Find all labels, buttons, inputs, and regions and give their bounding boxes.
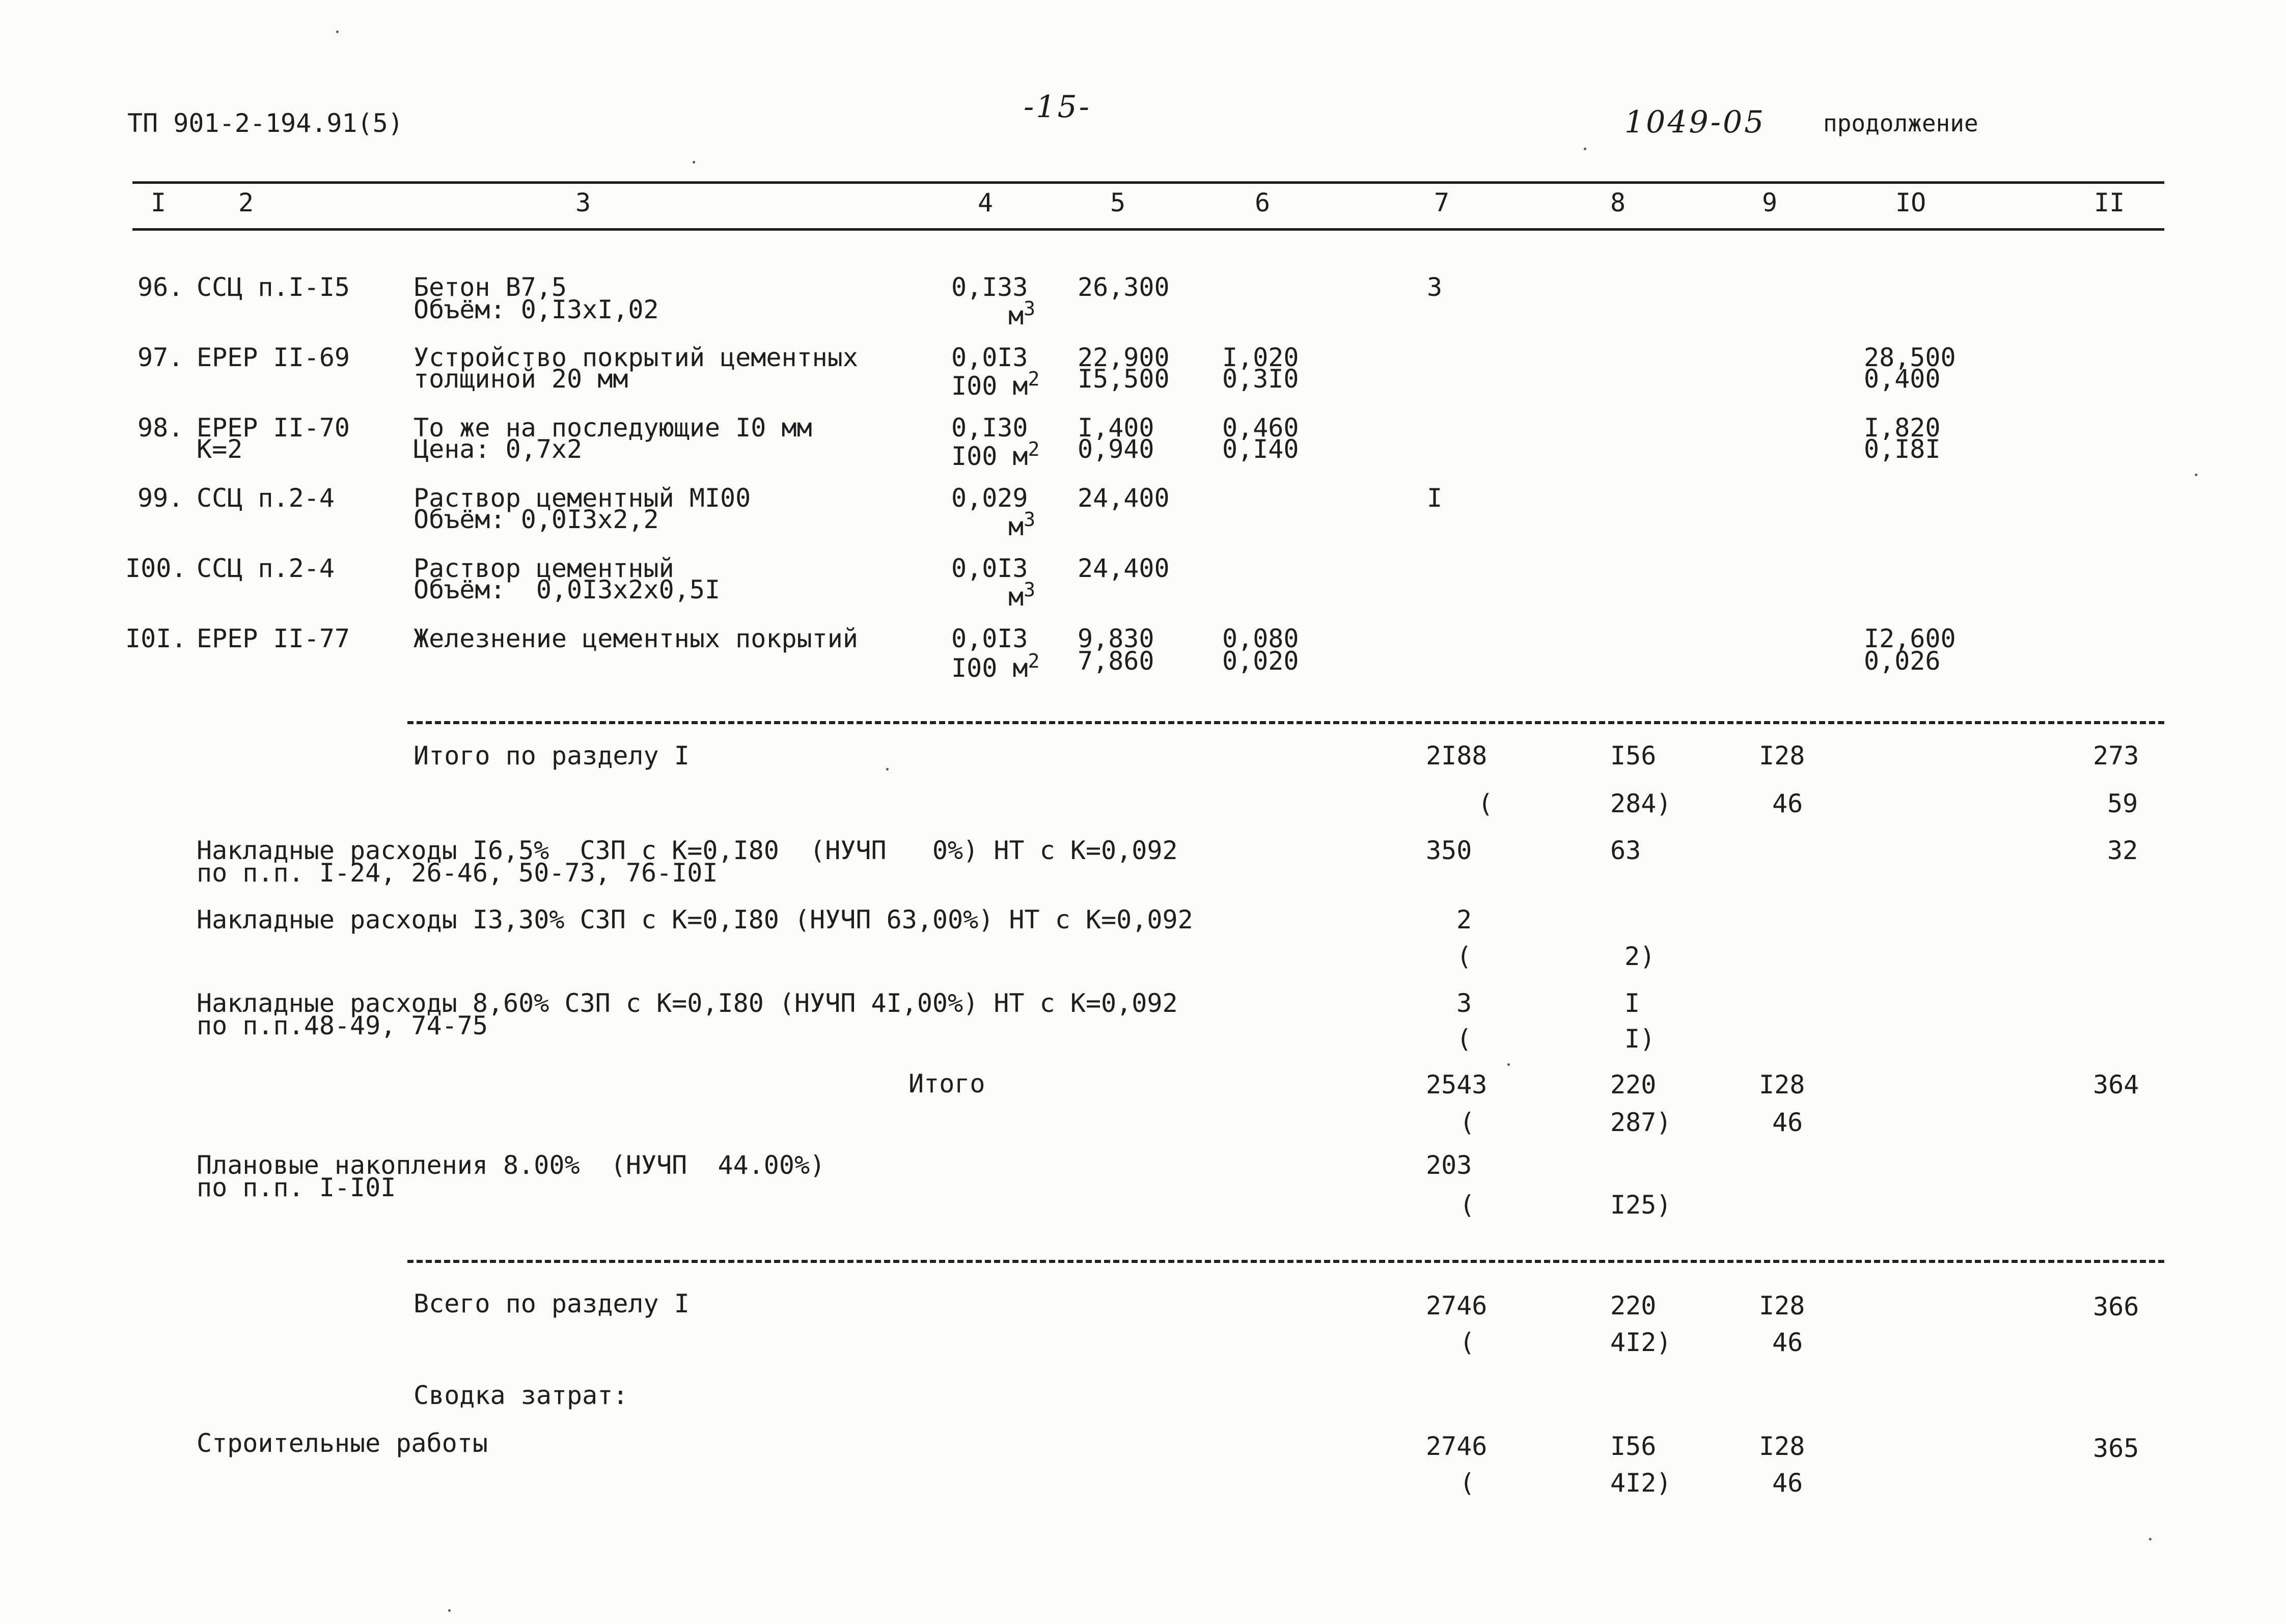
row-name-line2: Объём: 0,0I3x2,2: [414, 505, 659, 534]
overhead-3-col8: I: [1624, 988, 1640, 1018]
row-name-line1: То же на последующие I0 мм: [414, 413, 812, 443]
overhead-1-col8: 63: [1610, 836, 1641, 865]
row-col10-2: 0,026: [1864, 646, 1941, 676]
row-col10-2: 0,400: [1864, 364, 1941, 394]
row-quantity: 0,0I3: [951, 554, 1028, 583]
row-unit: $м^3$: [1008, 579, 1035, 612]
cost-summary-heading: Сводка затрат:: [414, 1381, 628, 1410]
row-code: ССЦ п.2-4: [197, 483, 335, 513]
column-header-7: 7: [1434, 188, 1450, 217]
row-number: I0I.: [125, 624, 187, 653]
row-price: 24,400: [1078, 483, 1170, 513]
overhead-1-col11: 32: [2107, 836, 2138, 865]
construction-works-col11: 365: [2093, 1434, 2139, 1463]
section-total-col9: I28: [1759, 741, 1805, 770]
scan-speck: [2149, 1538, 2152, 1540]
row-quantity: 0,0I3: [951, 343, 1028, 372]
overhead-1-col7: 350: [1426, 836, 1472, 865]
row-price: 26,300: [1078, 272, 1170, 302]
construction-works-col8-sub: 4I2): [1610, 1468, 1672, 1498]
overhead-1-line1: Накладные расходы I6,5% СЗП с К=0,I80 (НУЧП 0%) НТ с К=0,092: [197, 836, 1178, 865]
row-name-line2: толщиной 20 мм: [414, 364, 628, 394]
row-col6-2: 0,3I0: [1222, 364, 1299, 394]
row-number: 99.: [137, 483, 184, 513]
planned-savings-col7: 203: [1426, 1150, 1472, 1180]
planned-savings-col8-sub: I25): [1610, 1190, 1672, 1220]
column-header-9: 9: [1762, 188, 1778, 217]
scan-speck: [693, 161, 695, 163]
row-number: 97.: [137, 343, 184, 372]
grand-total-col8-sub: 4I2): [1610, 1328, 1672, 1357]
total-col7-sub: (: [1459, 1108, 1475, 1137]
overhead-3-line2: по п.п.48-49, 74-75: [197, 1011, 488, 1040]
column-header-8: 8: [1610, 188, 1626, 217]
scan-speck: [448, 1609, 451, 1612]
row-col6-2: 0,020: [1222, 646, 1299, 676]
page-number: -15-: [1024, 89, 1091, 125]
total-col9: I28: [1759, 1070, 1805, 1099]
section-divider: [407, 721, 2164, 724]
row-unit: $м^3$: [1008, 297, 1035, 331]
row-coefficient: К=2: [197, 434, 243, 464]
row-name-line2: Объём: 0,I3xI,02: [414, 295, 659, 324]
overhead-3-line1: Накладные расходы 8,60% СЗП с К=0,I80 (НУЧП 4I,00%) НТ с К=0,092: [197, 988, 1178, 1018]
grand-total-col7-sub: (: [1459, 1328, 1475, 1357]
grand-total-col8: 220: [1610, 1291, 1657, 1320]
section-total-col8-sub: 284): [1610, 789, 1672, 818]
scan-speck: [1584, 148, 1586, 150]
overhead-3-col8-sub: I): [1624, 1024, 1656, 1054]
construction-works-label: Строительные работы: [197, 1428, 488, 1458]
row-col10-1: I,820: [1864, 413, 1941, 443]
section-total-col8: I56: [1610, 741, 1657, 770]
scan-speck: [886, 768, 889, 770]
scan-speck: [336, 31, 339, 33]
row-name-line1: Устройство покрытий цементных: [414, 343, 858, 372]
row-col6-2: 0,I40: [1222, 434, 1299, 464]
column-header-3: 3: [575, 188, 591, 217]
row-code: ССЦ п.I-I5: [197, 272, 350, 302]
row-col10-2: 0,I8I: [1864, 434, 1941, 464]
table-top-rule: [132, 181, 2164, 184]
overhead-2-col7-sub: (: [1456, 942, 1472, 971]
section-divider: [407, 1260, 2164, 1263]
row-code: ЕРЕР II-77: [197, 624, 350, 653]
column-header-5: 5: [1110, 188, 1126, 217]
grand-total-col11: 366: [2093, 1292, 2139, 1322]
column-header-6: 6: [1255, 188, 1271, 217]
row-code: ЕРЕР II-69: [197, 343, 350, 372]
row-quantity: 0,029: [951, 483, 1028, 513]
table-header-rule: [132, 228, 2164, 231]
section-total-col11-sub: 59: [2107, 789, 2138, 818]
column-header-4: 4: [978, 188, 994, 217]
total-col9-sub: 46: [1772, 1108, 1803, 1137]
overhead-2-line1: Накладные расходы I3,30% СЗП с К=0,I80 (НУЧП 63,00%) НТ с К=0,092: [197, 905, 1193, 934]
total-col8: 220: [1610, 1070, 1657, 1099]
row-name-line2: Объём: 0,0I3x2x0,5I: [414, 575, 721, 604]
row-number: 96.: [137, 272, 184, 302]
row-unit: I00 $м^2$: [951, 438, 1040, 471]
column-header-2: 2: [238, 188, 254, 217]
row-quantity: 0,0I3: [951, 624, 1028, 653]
total-col7: 2543: [1426, 1070, 1488, 1099]
row-name-line1: Железнение цементных покрытий: [414, 624, 858, 653]
construction-works-col7: 2746: [1426, 1432, 1488, 1461]
row-price-1: 9,830: [1078, 624, 1154, 653]
column-header-10: IO: [1895, 188, 1926, 217]
row-col6-1: I,020: [1222, 343, 1299, 372]
continuation-label: продолжение: [1823, 109, 1978, 137]
row-price-1: 22,900: [1078, 343, 1170, 372]
row-code: ССЦ п.2-4: [197, 554, 335, 583]
row-price-2: 0,940: [1078, 434, 1154, 464]
grand-total-col9: I28: [1759, 1291, 1805, 1320]
scan-speck: [2195, 474, 2197, 476]
handwritten-reference: 1049-05: [1624, 104, 1766, 140]
planned-savings-col7-sub: (: [1459, 1190, 1475, 1220]
total-col8-sub: 287): [1610, 1108, 1672, 1137]
overhead-2-col8-sub: 2): [1624, 942, 1656, 971]
overhead-3-col7-sub: (: [1456, 1024, 1472, 1054]
total-label: Итого: [908, 1069, 985, 1098]
scan-speck: [1507, 1063, 1510, 1066]
grand-total-label: Всего по разделу I: [414, 1289, 690, 1318]
document-code: ТП 901-2-194.91(5): [127, 108, 403, 138]
row-number: I00.: [125, 554, 187, 583]
row-col7: I: [1427, 483, 1443, 513]
construction-works-col8: I56: [1610, 1432, 1657, 1461]
column-header-1: I: [151, 188, 167, 217]
row-name-line2: Цена: 0,7x2: [414, 434, 583, 464]
row-unit: $м^3$: [1008, 508, 1035, 541]
row-unit: I00 $м^2$: [951, 368, 1040, 401]
overhead-2-col7: 2: [1456, 905, 1472, 934]
construction-works-col9: I28: [1759, 1432, 1805, 1461]
row-col10-1: 28,500: [1864, 343, 1956, 372]
row-price-1: I,400: [1078, 413, 1154, 443]
row-col6-1: 0,080: [1222, 624, 1299, 653]
row-number: 98.: [137, 413, 184, 443]
planned-savings-line1: Плановые накопления 8.00% (НУЧП 44.00%): [197, 1150, 825, 1180]
planned-savings-line2: по п.п. I-I0I: [197, 1173, 396, 1202]
column-header-11: II: [2094, 188, 2125, 217]
row-col10-1: I2,600: [1864, 624, 1956, 653]
overhead-3-col7: 3: [1456, 988, 1472, 1018]
row-name-line1: Бетон В7,5: [414, 272, 567, 302]
section-total-col9-sub: 46: [1772, 789, 1803, 818]
row-name-line1: Раствор цементный МI00: [414, 483, 751, 513]
construction-works-col7-sub: (: [1459, 1468, 1475, 1498]
grand-total-col7: 2746: [1426, 1291, 1488, 1320]
construction-works-col9-sub: 46: [1772, 1468, 1803, 1498]
grand-total-col9-sub: 46: [1772, 1328, 1803, 1357]
row-quantity: 0,I30: [951, 413, 1028, 443]
section-total-col11: 273: [2093, 741, 2139, 770]
overhead-1-line2: по п.п. I-24, 26-46, 50-73, 76-I0I: [197, 858, 718, 888]
row-price: 24,400: [1078, 554, 1170, 583]
section-total-col7: 2I88: [1426, 741, 1488, 770]
section-total-col7-sub: (: [1478, 789, 1494, 818]
row-col6-1: 0,460: [1222, 413, 1299, 443]
row-code: ЕРЕР II-70: [197, 413, 350, 443]
row-price-2: I5,500: [1078, 364, 1170, 394]
row-price-2: 7,860: [1078, 646, 1154, 676]
row-quantity: 0,I33: [951, 272, 1028, 302]
row-name-line1: Раствор цементный: [414, 554, 674, 583]
total-col11: 364: [2093, 1070, 2139, 1099]
row-col7: 3: [1427, 272, 1443, 302]
row-unit: I00 $м^2$: [951, 650, 1040, 683]
section-total-label: Итого по разделу I: [414, 741, 690, 770]
